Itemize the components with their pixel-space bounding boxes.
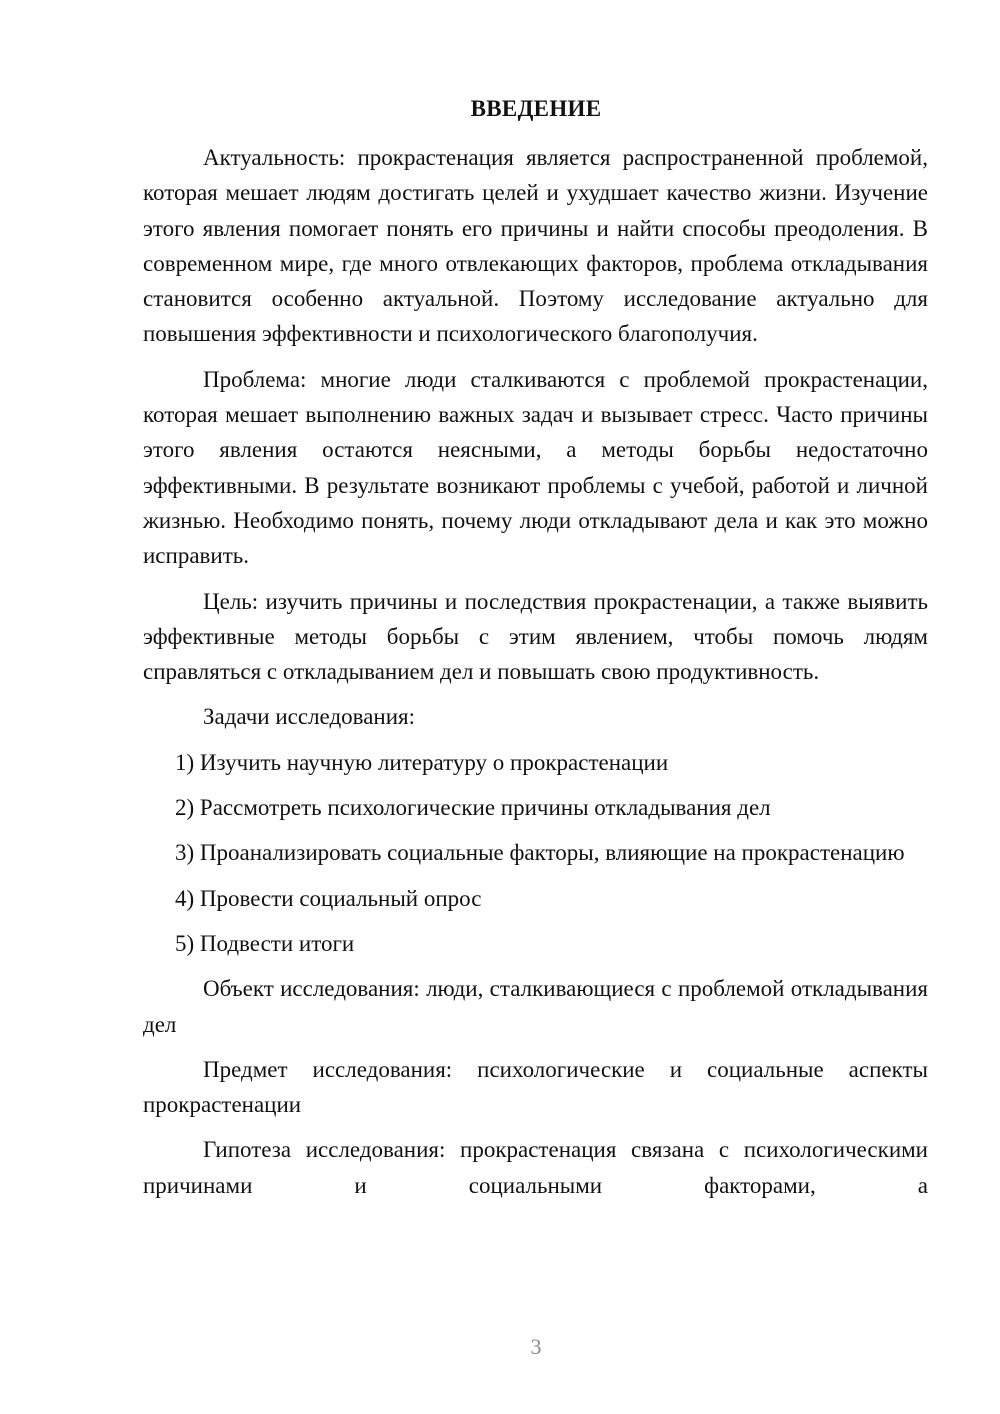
page-number: 3 [530,1334,542,1359]
paragraph-hypothesis: Гипотеза исследования: прокрастенация связана с психологическими причинами и социальными факторами, а [143,1137,928,1198]
section-title: ВВЕДЕНИЕ [470,96,602,121]
paragraph-problem: Проблема: многие люди сталкиваются с проблемой прокрастенации, которая мешает выполнению важных задач и вызывает стресс. Часто причины этого явления остаются неясными, а методы борьбы недостаточно эффективными. В результате возникают проблемы с учебой, работой и личной жизнью. Необходимо понять, почему люди откладывают дела и как это можно исправить. [143,366,928,569]
task-item: 1) Изучить научную литературу о прокрастенации [175,749,669,775]
tasks-heading: Задачи исследования: [203,704,416,730]
task-item: 2) Рассмотреть психологические причины откладывания дел [175,795,771,821]
paragraph-relevance: Актуальность: прокрастенация является распространенной проблемой, которая мешает людям достигать целей и ухудшает качество жизни. Изучение этого явления помогает понять его причины и найти способы преодоления. В современном мире, где много отвлекающих факторов, проблема откладывания становится особенно актуальной. Поэтому исследование актуально для повышения эффективности и психологического благополучия. [143,145,928,347]
task-item: 4) Провести социальный опрос [175,885,482,911]
task-item: 3) Проанализировать социальные факторы, влияющие на прокрастенацию [175,840,905,866]
paragraph-subject: Предмет исследования: психологические и социальные аспекты прокрастенации [143,1056,928,1118]
task-item: 5) Подвести итоги [175,930,355,956]
paragraph-object: Объект исследования: люди, сталкивающиеся с проблемой откладывания дел [143,976,928,1037]
body-text [143,140,928,1203]
paragraph-goal: Цель: изучить причины и последствия прокрастенации, а также выявить эффективные методы борьбы с этим явлением, чтобы помочь людям справляться с откладыванием дел и повышать свою продуктивность. [143,588,928,685]
